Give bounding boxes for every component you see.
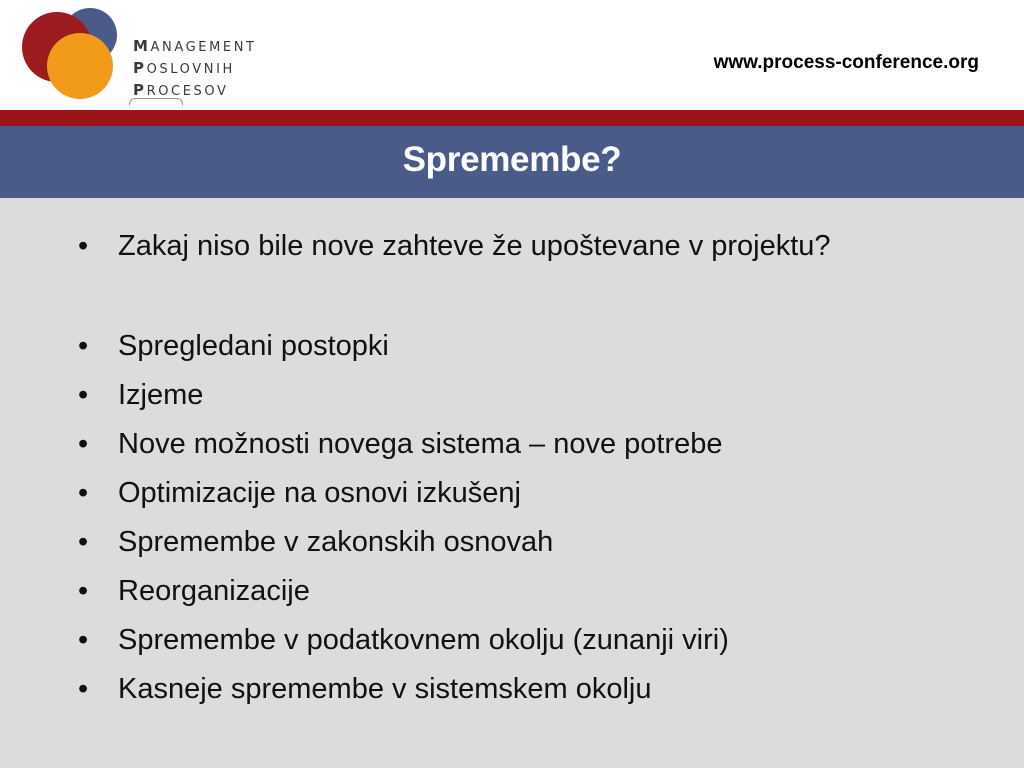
bullet-dot: •: [78, 526, 89, 558]
bullet-dot: •: [78, 673, 89, 705]
logo-circle-front: [47, 33, 113, 99]
bullet-text: Optimizacije na osnovi izkušenj: [118, 477, 521, 509]
site-url[interactable]: www.process-conference.org: [713, 52, 979, 73]
bullet-text: Zakaj niso bile nove zahteve že upoštevane v projektu?: [118, 230, 831, 262]
logo-line-1: MANAGEMENT: [133, 37, 257, 55]
logo-underline: [129, 98, 183, 105]
red-divider-bar: [0, 110, 1024, 126]
logo-circles-icon: [18, 3, 128, 107]
bullet-dot: •: [78, 575, 89, 607]
bullet-dot: •: [78, 477, 89, 509]
bullet-dot: •: [78, 230, 89, 262]
slide-content: [0, 198, 1024, 768]
bullet-dot: •: [78, 428, 89, 460]
header: [0, 0, 1024, 110]
bullet-text: Nove možnosti novega sistema – nove potrebe: [118, 428, 723, 460]
bullet-text: Izjeme: [118, 379, 204, 411]
slide-title: Spremembe?: [402, 140, 622, 179]
bullet-text: Reorganizacije: [118, 575, 310, 607]
bullet-text: Kasneje spremembe v sistemskem okolju: [118, 673, 652, 705]
bullet-dot: •: [78, 379, 89, 411]
bullet-text: Spremembe v zakonskih osnovah: [118, 526, 554, 558]
bullet-dot: •: [78, 330, 89, 362]
logo-line-3: PROCESOV: [133, 81, 229, 99]
title-bar: [0, 126, 1024, 198]
logo-wordmark: [133, 36, 257, 102]
bullet-text: Spremembe v podatkovnem okolju (zunanji viri): [118, 624, 729, 656]
bullet-text: Spregledani postopki: [118, 330, 389, 362]
conference-logo: [18, 3, 268, 107]
bullet-dot: •: [78, 624, 89, 656]
logo-line-2: POSLOVNIH: [133, 59, 235, 77]
